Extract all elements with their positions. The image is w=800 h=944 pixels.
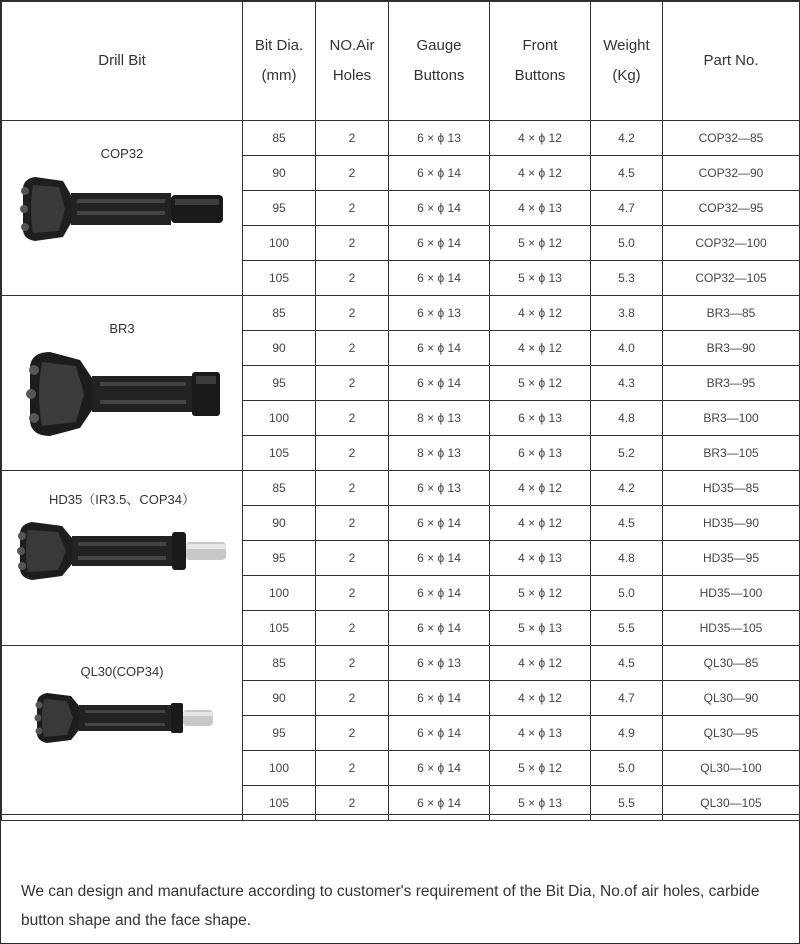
weight-cell: 5.0: [591, 226, 663, 261]
part-no-cell: COP32—90: [663, 156, 800, 191]
front-buttons-cell: 6 × ϕ 13: [490, 401, 591, 436]
table-row: [2, 296, 800, 331]
air-holes-cell: 2: [316, 331, 389, 366]
bit-dia-cell: 95: [243, 366, 316, 401]
air-holes-cell: 2: [316, 716, 389, 751]
weight-cell: 4.5: [591, 156, 663, 191]
part-no-cell: COP32—95: [663, 191, 800, 226]
front-buttons-cell: 5 × ϕ 13: [490, 261, 591, 296]
air-holes-cell: 2: [316, 401, 389, 436]
front-buttons-cell: 4 × ϕ 12: [490, 471, 591, 506]
bit-dia-cell: 105: [243, 611, 316, 646]
hd35-drill-bit-image: [12, 516, 232, 586]
cop32-drill-bit-image: [15, 169, 230, 249]
weight-cell: 4.0: [591, 331, 663, 366]
part-no-cell: BR3—100: [663, 401, 800, 436]
front-buttons-cell: 4 × ϕ 12: [490, 646, 591, 681]
part-no-cell: HD35—90: [663, 506, 800, 541]
gauge-buttons-cell: 6 × ϕ 13: [389, 471, 490, 506]
weight-cell: 5.5: [591, 611, 663, 646]
header-part-no: Part No.: [663, 2, 800, 121]
part-no-cell: COP32—105: [663, 261, 800, 296]
front-buttons-cell: 4 × ϕ 12: [490, 296, 591, 331]
front-buttons-cell: 5 × ϕ 12: [490, 366, 591, 401]
air-holes-cell: 2: [316, 681, 389, 716]
bit-dia-cell: 105: [243, 436, 316, 471]
front-buttons-cell: 5 × ϕ 12: [490, 576, 591, 611]
weight-cell: 5.0: [591, 576, 663, 611]
gauge-buttons-cell: 6 × ϕ 14: [389, 716, 490, 751]
front-buttons-cell: 4 × ϕ 13: [490, 191, 591, 226]
bit-dia-cell: 85: [243, 471, 316, 506]
footer-note: We can design and manufacture according to customer's requirement of the Bit Dia, No.of air holes, carbide button shape and the face shape.: [21, 883, 760, 929]
bit-dia-cell: 85: [243, 121, 316, 156]
air-holes-cell: 2: [316, 191, 389, 226]
front-buttons-cell: 5 × ϕ 13: [490, 611, 591, 646]
model-name: HD35（IR3.5、COP34）: [49, 492, 195, 507]
air-holes-cell: 2: [316, 471, 389, 506]
header-row: [2, 2, 800, 121]
gauge-buttons-cell: 8 × ϕ 13: [389, 401, 490, 436]
weight-cell: 5.0: [591, 751, 663, 786]
air-holes-cell: 2: [316, 366, 389, 401]
model-cell-ql30: [2, 646, 243, 821]
part-no-cell: HD35—105: [663, 611, 800, 646]
front-buttons-cell: 4 × ϕ 12: [490, 156, 591, 191]
part-no-cell: QL30—105: [663, 786, 800, 821]
bit-dia-cell: 90: [243, 681, 316, 716]
weight-cell: 4.2: [591, 471, 663, 506]
front-buttons-cell: 5 × ϕ 13: [490, 786, 591, 821]
air-holes-cell: 2: [316, 296, 389, 331]
model-name: QL30(COP34): [80, 664, 164, 679]
weight-cell: 5.2: [591, 436, 663, 471]
header-front-buttons: Front Buttons: [490, 2, 591, 121]
weight-cell: 4.8: [591, 401, 663, 436]
part-no-cell: BR3—105: [663, 436, 800, 471]
part-no-cell: BR3—90: [663, 331, 800, 366]
air-holes-cell: 2: [316, 646, 389, 681]
front-buttons-cell: 4 × ϕ 12: [490, 681, 591, 716]
ql30-drill-bit-image: [27, 687, 217, 749]
weight-cell: 4.9: [591, 716, 663, 751]
air-holes-cell: 2: [316, 261, 389, 296]
bit-dia-cell: 90: [243, 331, 316, 366]
gauge-buttons-cell: 8 × ϕ 13: [389, 436, 490, 471]
bit-dia-cell: 100: [243, 576, 316, 611]
front-buttons-cell: 4 × ϕ 12: [490, 331, 591, 366]
weight-cell: 5.5: [591, 786, 663, 821]
weight-cell: 3.8: [591, 296, 663, 331]
front-buttons-cell: 4 × ϕ 13: [490, 541, 591, 576]
air-holes-cell: 2: [316, 506, 389, 541]
bit-dia-cell: 95: [243, 716, 316, 751]
model-name: COP32: [100, 146, 144, 161]
part-no-cell: QL30—90: [663, 681, 800, 716]
bit-dia-cell: 100: [243, 226, 316, 261]
air-holes-cell: 2: [316, 751, 389, 786]
table-row: [2, 646, 800, 681]
bit-dia-cell: 100: [243, 401, 316, 436]
gauge-buttons-cell: 6 × ϕ 14: [389, 541, 490, 576]
model-cell-cop32: [2, 121, 243, 296]
front-buttons-cell: 5 × ϕ 12: [490, 751, 591, 786]
bit-dia-cell: 90: [243, 156, 316, 191]
part-no-cell: QL30—100: [663, 751, 800, 786]
part-no-cell: HD35—100: [663, 576, 800, 611]
bit-dia-cell: 95: [243, 191, 316, 226]
weight-cell: 4.2: [591, 121, 663, 156]
bit-dia-cell: 100: [243, 751, 316, 786]
header-gauge-buttons: Gauge Buttons: [389, 2, 490, 121]
gauge-buttons-cell: 6 × ϕ 14: [389, 681, 490, 716]
front-buttons-cell: 5 × ϕ 12: [490, 226, 591, 261]
gauge-buttons-cell: 6 × ϕ 13: [389, 646, 490, 681]
front-buttons-cell: 4 × ϕ 12: [490, 121, 591, 156]
footer-divider: [1, 814, 799, 815]
air-holes-cell: 2: [316, 156, 389, 191]
weight-cell: 4.5: [591, 506, 663, 541]
air-holes-cell: 2: [316, 786, 389, 821]
weight-cell: 4.3: [591, 366, 663, 401]
model-name: BR3: [109, 321, 135, 336]
gauge-buttons-cell: 6 × ϕ 14: [389, 751, 490, 786]
part-no-cell: COP32—85: [663, 121, 800, 156]
gauge-buttons-cell: 6 × ϕ 13: [389, 296, 490, 331]
gauge-buttons-cell: 6 × ϕ 14: [389, 191, 490, 226]
gauge-buttons-cell: 6 × ϕ 14: [389, 611, 490, 646]
header-weight: Weight (Kg): [591, 2, 663, 121]
air-holes-cell: 2: [316, 121, 389, 156]
header-drill-bit: Drill Bit: [2, 2, 243, 121]
weight-cell: 4.7: [591, 191, 663, 226]
part-no-cell: QL30—85: [663, 646, 800, 681]
gauge-buttons-cell: 6 × ϕ 14: [389, 506, 490, 541]
gauge-buttons-cell: 6 × ϕ 14: [389, 226, 490, 261]
part-no-cell: BR3—85: [663, 296, 800, 331]
model-cell-hd35: [2, 471, 243, 646]
br3-drill-bit-image: [20, 344, 225, 444]
part-no-cell: QL30—95: [663, 716, 800, 751]
front-buttons-cell: 4 × ϕ 12: [490, 506, 591, 541]
table-row: [2, 121, 800, 156]
weight-cell: 4.5: [591, 646, 663, 681]
part-no-cell: HD35—95: [663, 541, 800, 576]
gauge-buttons-cell: 6 × ϕ 14: [389, 786, 490, 821]
part-no-cell: BR3—95: [663, 366, 800, 401]
air-holes-cell: 2: [316, 436, 389, 471]
bit-dia-cell: 105: [243, 261, 316, 296]
front-buttons-cell: 4 × ϕ 13: [490, 716, 591, 751]
part-no-cell: HD35—85: [663, 471, 800, 506]
weight-cell: 4.7: [591, 681, 663, 716]
air-holes-cell: 2: [316, 226, 389, 261]
bit-dia-cell: 85: [243, 646, 316, 681]
gauge-buttons-cell: 6 × ϕ 14: [389, 576, 490, 611]
header-air-holes: NO.Air Holes: [316, 2, 389, 121]
air-holes-cell: 2: [316, 611, 389, 646]
model-cell-br3: [2, 296, 243, 471]
bit-dia-cell: 105: [243, 786, 316, 821]
gauge-buttons-cell: 6 × ϕ 13: [389, 121, 490, 156]
gauge-buttons-cell: 6 × ϕ 14: [389, 261, 490, 296]
header-bit-dia: Bit Dia. (mm): [243, 2, 316, 121]
air-holes-cell: 2: [316, 541, 389, 576]
front-buttons-cell: 6 × ϕ 13: [490, 436, 591, 471]
part-no-cell: COP32—100: [663, 226, 800, 261]
bit-dia-cell: 85: [243, 296, 316, 331]
weight-cell: 5.3: [591, 261, 663, 296]
bit-dia-cell: 95: [243, 541, 316, 576]
gauge-buttons-cell: 6 × ϕ 14: [389, 331, 490, 366]
bit-dia-cell: 90: [243, 506, 316, 541]
air-holes-cell: 2: [316, 576, 389, 611]
table-row: [2, 471, 800, 506]
gauge-buttons-cell: 6 × ϕ 14: [389, 366, 490, 401]
weight-cell: 4.8: [591, 541, 663, 576]
drill-bit-spec-table: [1, 1, 800, 821]
gauge-buttons-cell: 6 × ϕ 14: [389, 156, 490, 191]
